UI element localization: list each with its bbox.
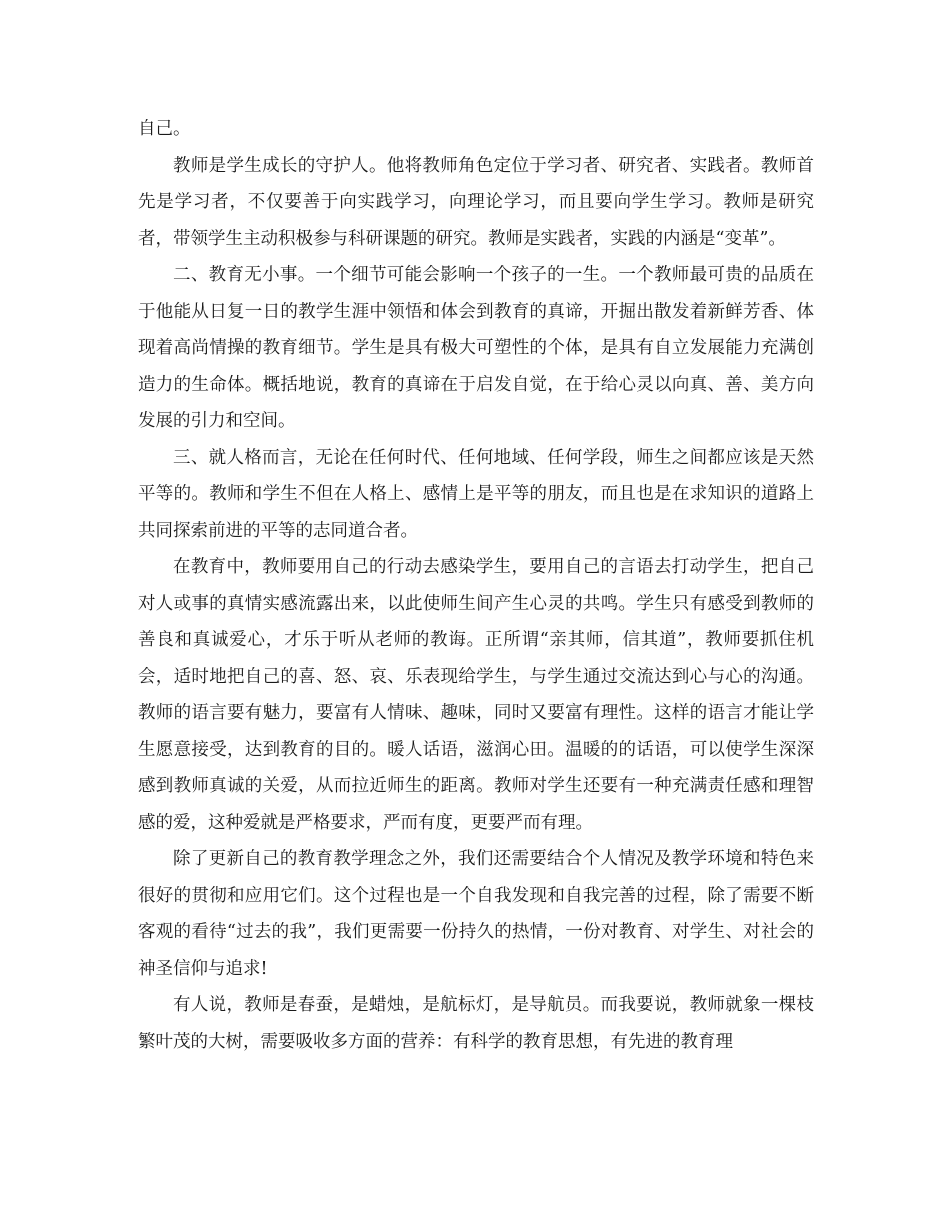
paragraph-teacher-tree: 有人说，教师是春蚕，是蜡烛，是航标灯，是导航员。而我要说，教师就象一棵枝繁叶茂的大树，需要吸收多方面的营养：有科学的教育思想，有先进的教育理 [138, 995, 814, 1052]
paragraph-teacher-language: 在教育中，教师要用自己的行动去感染学生，要用自己的言语去打动学生，把自己对人或事的真情实感流露出来，以此使师生间产生心灵的共鸣。学生只有感受到教师的善良和真诚爱心，才乐于听从老师的教诲。正所谓“亲其师，信其道”，教师要抓住机会，适时地把自己的喜、怒、哀、乐表现给学生，与学生通过交流达到心与心的沟通。教师的语言要有魅力，要富有人情味、趣味，同时又要富有理性。这样的语言才能让学生愿意接受，达到教育的目的。暖人话语，滋润心田。温暖的的话语，可以使学生深深感到教师真诚的关爱，从而拉近师生的距离。教师对学生还要有一种充满责任感和理智感的爱，这种爱就是严格要求，严而有度，更要严而有理。 [138, 557, 814, 833]
paragraph-education-concept: 除了更新自己的教育教学理念之外，我们还需要结合个人情况及教学环境和特色来很好的贯彻和应用它们。这个过程也是一个自我发现和自我完善的过程，除了需要不断客观的看待“过去的我”，我们更需要一份持久的热情，一份对教育、对学生、对社会的神圣信仰与追求! [138, 849, 814, 979]
paragraph-continuation: 自己。 [138, 119, 191, 139]
paragraph-equality: 三、就人格而言，无论在任何时代、任何地域、任何学段，师生之间都应该是天然平等的。教师和学生不但在人格上、感情上是平等的朋友，而且也是在求知识的道路上共同探索前进的平等的志同道合者。 [138, 447, 814, 541]
paragraph-teacher-guardian: 教师是学生成长的守护人。他将教师角色定位于学习者、研究者、实践者。教师首先是学习者，不仅要善于向实践学习，向理论学习，而且要向学生学习。教师是研究者，带领学生主动积极参与科研课题的研究。教师是实践者，实践的内涵是“变革”。 [138, 155, 814, 249]
paragraph-education-details: 二、教育无小事。一个细节可能会影响一个孩子的一生。一个教师最可贵的品质在于他能从日复一日的教学生涯中领悟和体会到教育的真谛，开掘出散发着新鲜芳香、体现着高尚情操的教育细节。学生是具有极大可塑性的个体，是具有自立发展能力充满创造力的生命体。概括地说，教育的真谛在于启发自觉，在于给心灵以向真、善、美方向发展的引力和空间。 [138, 265, 814, 431]
document-page [138, 111, 814, 1060]
